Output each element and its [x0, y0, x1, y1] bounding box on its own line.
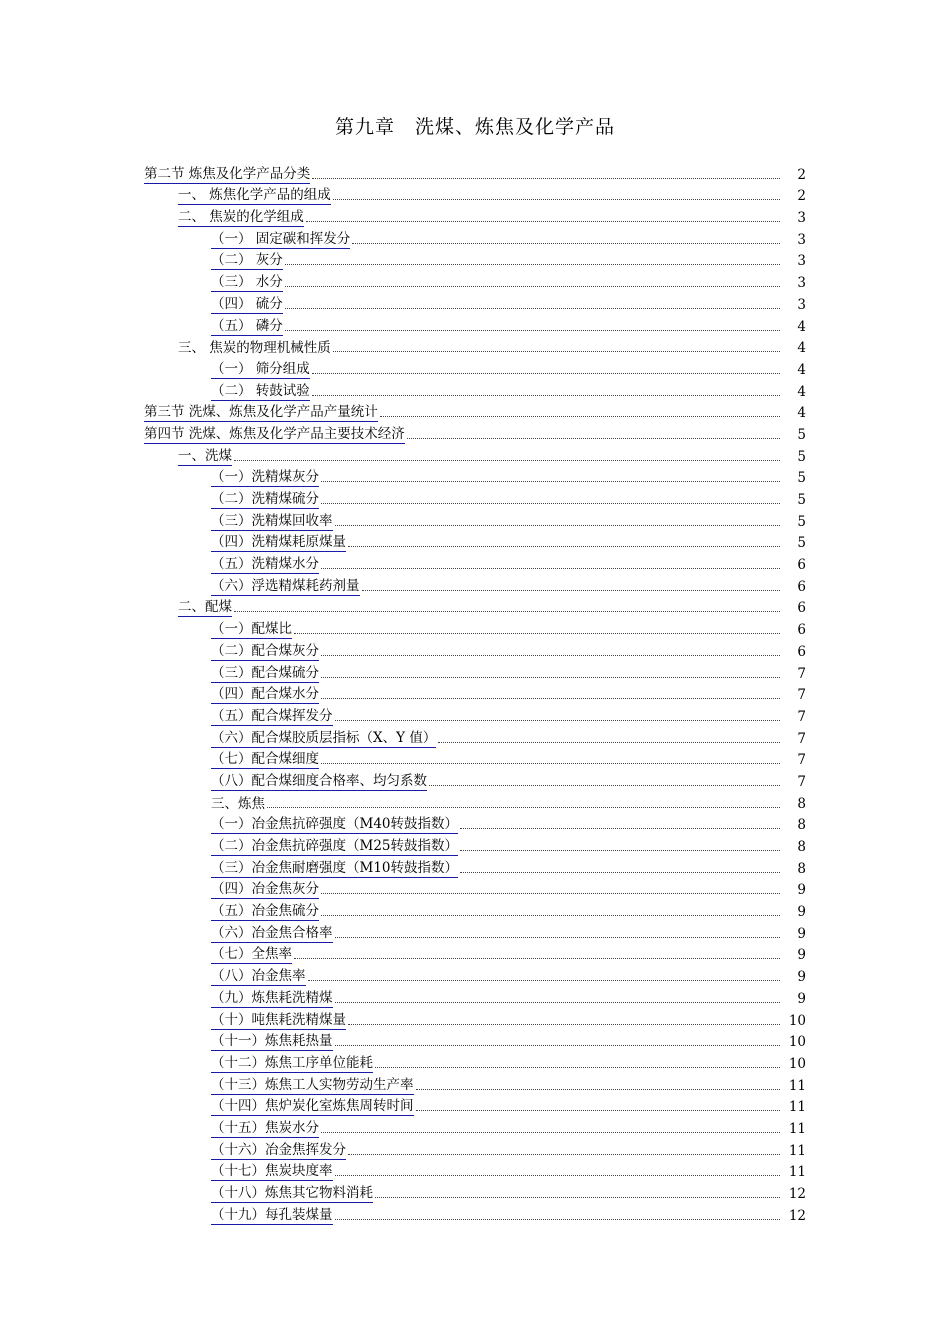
toc-page-number: 6 — [797, 643, 806, 660]
dot-leader — [335, 720, 781, 721]
dot-leader — [285, 264, 780, 265]
toc-link[interactable]: （三） 水分 — [211, 274, 283, 291]
toc-link[interactable]: （四）冶金焦灰分 — [211, 881, 319, 898]
toc-row — [0, 444, 950, 466]
toc-row — [0, 509, 950, 531]
dot-leader — [294, 958, 780, 959]
toc-link[interactable]: （十五）焦炭水分 — [211, 1119, 319, 1136]
toc-row — [0, 704, 950, 726]
dot-leader — [321, 503, 780, 504]
dot-leader — [438, 742, 780, 743]
toc-page-number: 6 — [797, 622, 806, 639]
toc-link[interactable]: 二、 焦炭的化学组成 — [178, 209, 304, 226]
dot-leader — [321, 763, 780, 764]
dot-leader — [335, 1045, 781, 1046]
dot-leader — [333, 199, 780, 200]
dot-leader — [285, 286, 780, 287]
toc-row — [0, 379, 950, 401]
toc-row — [0, 748, 950, 770]
toc-row — [0, 1160, 950, 1182]
toc-link[interactable]: （二）配合煤灰分 — [211, 642, 319, 659]
toc-link[interactable]: 三、炼焦 — [211, 795, 265, 812]
toc-page-number: 6 — [797, 578, 806, 595]
toc-link[interactable]: （二）冶金焦抗碎强度（M25转鼓指数） — [211, 838, 459, 854]
dot-leader — [312, 373, 780, 374]
toc-link[interactable]: （五）配合煤挥发分 — [211, 707, 333, 724]
toc-row — [0, 878, 950, 900]
dot-leader — [380, 416, 780, 417]
dot-leader — [312, 395, 780, 396]
dot-leader — [348, 1024, 780, 1025]
toc-row — [0, 1073, 950, 1095]
dot-leader — [308, 980, 781, 981]
dot-leader — [407, 438, 780, 439]
toc-link[interactable]: （四）洗精煤耗原煤量 — [211, 534, 346, 551]
dot-leader — [429, 785, 780, 786]
toc-link[interactable]: （二） 转鼓试验 — [211, 382, 310, 399]
toc-row — [0, 227, 950, 249]
toc-page-number: 10 — [788, 1034, 806, 1051]
toc-page-number: 5 — [797, 492, 806, 508]
dot-leader — [335, 1002, 781, 1003]
toc-row — [0, 899, 950, 921]
toc-link[interactable]: 一、 炼焦化学产品的组成 — [178, 187, 331, 204]
toc-page-number: 10 — [788, 1055, 806, 1072]
dot-leader — [321, 1132, 780, 1133]
toc-page-number: 9 — [797, 990, 806, 1007]
toc-row — [0, 466, 950, 488]
toc-page-number: 9 — [797, 882, 806, 899]
toc-link[interactable]: 第四节 洗煤、炼焦及化学产品主要技术经济 — [144, 425, 405, 442]
toc-page-number: 9 — [797, 925, 806, 942]
toc-page-number: 11 — [788, 1099, 806, 1116]
toc-row — [0, 552, 950, 574]
toc-page-number: 8 — [797, 795, 806, 812]
toc-page-number: 3 — [797, 210, 806, 227]
dot-leader — [321, 698, 780, 699]
toc-link[interactable]: （十四）焦炉炭化室炼焦周转时间 — [211, 1098, 414, 1115]
dot-leader — [285, 330, 780, 331]
toc-link[interactable]: （三）洗精煤回收率 — [211, 512, 333, 529]
toc-row — [0, 162, 950, 184]
table-of-contents — [0, 162, 950, 1225]
toc-row — [0, 617, 950, 639]
toc-page-number: 2 — [797, 188, 806, 205]
page-title: 第九章 洗煤、炼焦及化学产品 — [334, 116, 615, 138]
toc-link[interactable]: （十六）冶金焦挥发分 — [211, 1141, 346, 1158]
dot-leader — [234, 460, 780, 461]
dot-leader — [375, 1197, 780, 1198]
toc-page-number: 3 — [797, 275, 806, 292]
toc-link[interactable]: 三、 焦炭的物理机械性质 — [178, 340, 331, 357]
toc-page-number: 4 — [797, 340, 806, 357]
toc-link[interactable]: 第二节 炼焦及化学产品分类 — [144, 165, 311, 182]
toc-link[interactable]: （十）吨焦耗洗精煤量 — [211, 1011, 346, 1028]
toc-page-number: 7 — [797, 752, 806, 769]
toc-link[interactable]: 二、配煤 — [178, 599, 232, 616]
toc-link[interactable]: （二） 灰分 — [211, 252, 283, 269]
dot-leader — [335, 937, 781, 938]
toc-link[interactable]: 一、洗煤 — [178, 447, 232, 464]
toc-link[interactable]: （一） 固定碳和挥发分 — [211, 230, 351, 247]
toc-page-number: 5 — [797, 470, 806, 487]
toc-row — [0, 921, 950, 943]
toc-page-number: 11 — [788, 1164, 806, 1181]
toc-row — [0, 314, 950, 336]
toc-link[interactable]: （三）配合煤硫分 — [211, 664, 319, 681]
toc-row — [0, 270, 950, 292]
dot-leader — [335, 1175, 781, 1176]
toc-page-number: 7 — [797, 730, 806, 747]
dot-leader — [306, 221, 780, 222]
toc-page-number: 3 — [797, 296, 806, 313]
toc-row — [0, 401, 950, 423]
toc-link[interactable]: （四）配合煤水分 — [211, 686, 319, 703]
toc-row — [0, 357, 950, 379]
toc-page-number: 9 — [797, 904, 806, 921]
toc-page-number: 10 — [788, 1012, 806, 1029]
toc-row — [0, 964, 950, 986]
toc-page-number: 4 — [797, 318, 806, 335]
dot-leader — [460, 850, 780, 851]
toc-row — [0, 769, 950, 791]
dot-leader — [294, 633, 780, 634]
toc-link[interactable]: （九）炼焦耗洗精煤 — [211, 989, 333, 1006]
toc-row — [0, 487, 950, 509]
toc-link[interactable]: （五） 磷分 — [211, 317, 283, 334]
toc-row — [0, 336, 950, 358]
dot-leader — [312, 178, 780, 179]
toc-link[interactable]: （五）洗精煤水分 — [211, 556, 319, 573]
toc-link[interactable]: （六）冶金焦合格率 — [211, 924, 333, 941]
toc-row — [0, 834, 950, 856]
dot-leader — [234, 611, 780, 612]
toc-row — [0, 596, 950, 618]
dot-leader — [348, 546, 780, 547]
toc-page-number: 9 — [797, 969, 806, 986]
toc-page-number: 6 — [797, 600, 806, 617]
toc-row — [0, 574, 950, 596]
toc-row — [0, 856, 950, 878]
toc-row — [0, 422, 950, 444]
toc-link[interactable]: （三）冶金焦耐磨强度（M10转鼓指数） — [211, 859, 459, 876]
toc-row — [0, 1203, 950, 1225]
dot-leader — [321, 568, 780, 569]
toc-row — [0, 1030, 950, 1052]
toc-link[interactable]: （八）配合煤细度合格率、均匀系数 — [211, 772, 427, 789]
toc-row — [0, 1116, 950, 1138]
toc-page-number: 6 — [797, 557, 806, 574]
toc-row — [0, 184, 950, 206]
toc-page-number: 4 — [797, 383, 806, 400]
toc-row — [0, 1138, 950, 1160]
toc-page-number: 7 — [797, 687, 806, 704]
dot-leader — [416, 1089, 781, 1090]
toc-page-number: 5 — [797, 448, 806, 465]
toc-link[interactable]: （十一）炼焦耗热量 — [211, 1033, 333, 1050]
toc-page-number: 4 — [797, 361, 806, 378]
toc-link[interactable]: （一）冶金焦抗碎强度（M40转鼓指数） — [211, 816, 459, 833]
toc-link[interactable]: （五）冶金焦硫分 — [211, 903, 319, 920]
dot-leader — [321, 893, 780, 894]
toc-link[interactable]: （二）洗精煤硫分 — [211, 491, 319, 507]
toc-page-number: 4 — [797, 405, 806, 422]
toc-page-number: 7 — [797, 665, 806, 682]
toc-link[interactable]: （六）浮选精煤耗药剂量 — [211, 577, 360, 594]
toc-link[interactable]: （一）洗精煤灰分 — [211, 469, 319, 486]
toc-row — [0, 1181, 950, 1203]
toc-link[interactable]: 第三节 洗煤、炼焦及化学产品产量统计 — [144, 404, 378, 421]
toc-link[interactable]: （七）全焦率 — [211, 946, 292, 963]
toc-link[interactable]: （一）配煤比 — [211, 621, 292, 638]
toc-page-number: 2 — [797, 166, 806, 183]
toc-link[interactable]: （七）配合煤细度 — [211, 751, 319, 768]
toc-link[interactable]: （十三）炼焦工人实物劳动生产率 — [211, 1076, 414, 1093]
toc-link[interactable]: （八）冶金焦率 — [211, 968, 306, 985]
toc-row — [0, 986, 950, 1008]
dot-leader — [352, 243, 780, 244]
dot-leader — [335, 525, 781, 526]
toc-page-number: 12 — [788, 1207, 806, 1224]
toc-page-number: 8 — [797, 817, 806, 834]
toc-page-number: 11 — [788, 1077, 806, 1094]
toc-row — [0, 813, 950, 835]
toc-page-number: 7 — [797, 708, 806, 725]
toc-row — [0, 292, 950, 314]
dot-leader — [321, 481, 780, 482]
toc-link[interactable]: （十七）焦炭块度率 — [211, 1163, 333, 1180]
dot-leader — [348, 1154, 780, 1155]
toc-row — [0, 1008, 950, 1030]
toc-row — [0, 791, 950, 813]
toc-page-number: 7 — [797, 773, 806, 790]
toc-page-number: 5 — [797, 513, 806, 530]
toc-page-number: 11 — [788, 1120, 806, 1137]
dot-leader — [321, 677, 780, 678]
toc-row — [0, 661, 950, 683]
dot-leader — [333, 351, 780, 352]
toc-link[interactable]: （十八）炼焦其它物料消耗 — [211, 1185, 373, 1201]
toc-row — [0, 249, 950, 271]
dot-leader — [321, 915, 780, 916]
toc-link[interactable]: （十九）每孔装煤量 — [211, 1206, 333, 1223]
toc-link[interactable]: （四） 硫分 — [211, 295, 283, 312]
toc-row — [0, 683, 950, 705]
toc-page-number: 11 — [788, 1142, 806, 1159]
toc-row — [0, 531, 950, 553]
dot-leader — [335, 1219, 781, 1220]
toc-page-number: 5 — [797, 426, 806, 443]
toc-link[interactable]: （十二）炼焦工序单位能耗 — [211, 1054, 373, 1071]
dot-leader — [321, 655, 780, 656]
dot-leader — [416, 1110, 781, 1111]
dot-leader — [285, 308, 780, 309]
toc-page-number: 3 — [797, 253, 806, 270]
toc-row — [0, 943, 950, 965]
toc-row — [0, 205, 950, 227]
dot-leader — [460, 872, 780, 873]
dot-leader — [362, 590, 781, 591]
toc-link[interactable]: （六）配合煤胶质层指标（X、Y 值） — [211, 729, 437, 746]
toc-page-number: 12 — [788, 1186, 806, 1202]
toc-page-number: 3 — [797, 231, 806, 248]
toc-link[interactable]: （一） 筛分组成 — [211, 360, 310, 377]
toc-row — [0, 1095, 950, 1117]
toc-page-number: 8 — [797, 839, 806, 855]
toc-page-number: 9 — [797, 947, 806, 964]
toc-row — [0, 726, 950, 748]
dot-leader — [267, 807, 780, 808]
toc-page-number: 8 — [797, 860, 806, 877]
toc-row — [0, 1051, 950, 1073]
dot-leader — [460, 828, 780, 829]
toc-page-number: 5 — [797, 535, 806, 552]
dot-leader — [375, 1067, 780, 1068]
toc-row — [0, 639, 950, 661]
